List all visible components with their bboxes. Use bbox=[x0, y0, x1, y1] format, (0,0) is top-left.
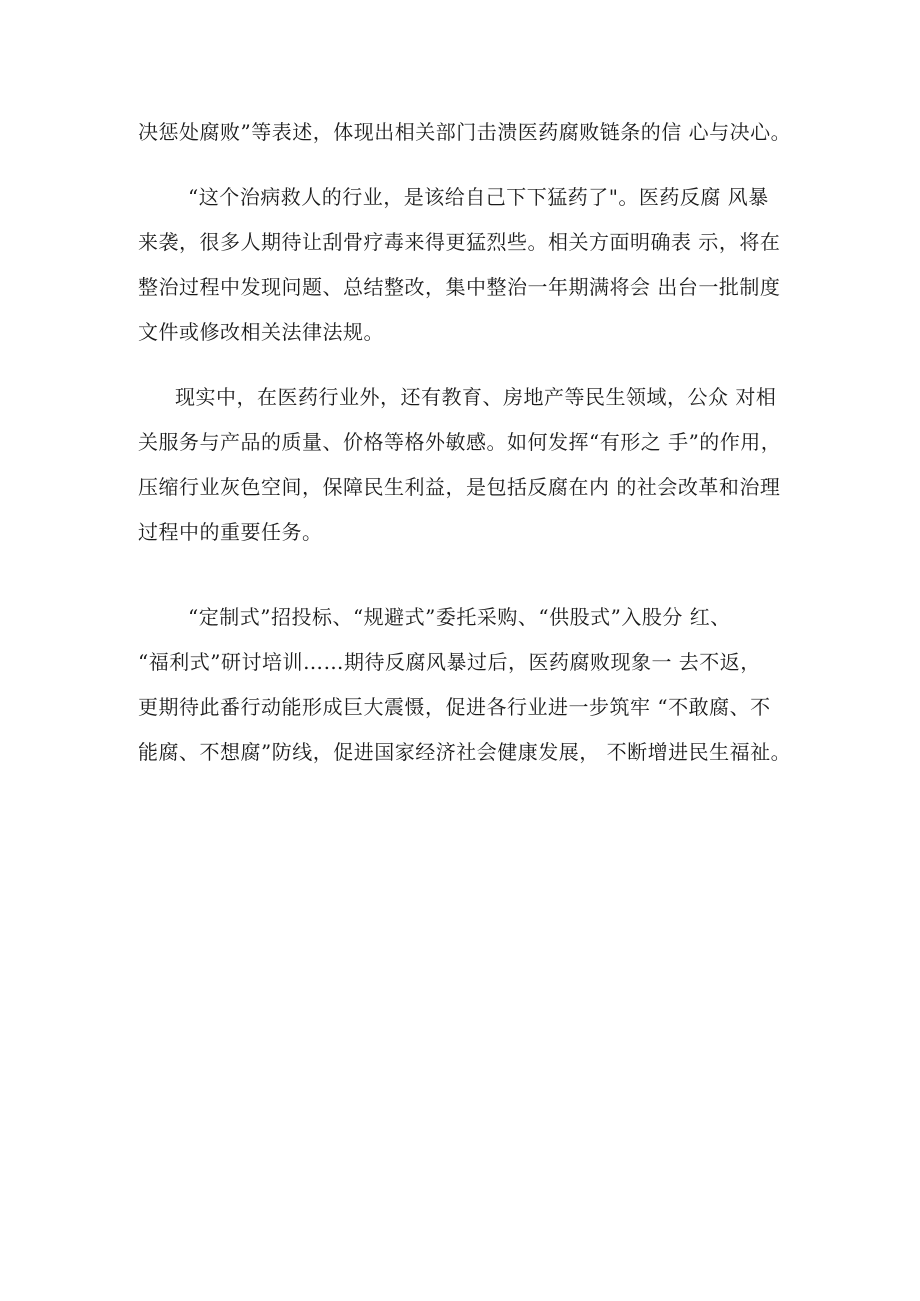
paragraph-4-line-3: 更期待此番行动能形成巨大震慑，促进各行业进一步筑牢 “不敢腐、不 bbox=[138, 695, 771, 719]
paragraph-3-line-3: 压缩行业灰色空间，保障民生利益，是包括反腐在内 的社会改革和治理 bbox=[138, 475, 781, 499]
paragraph-4-line-2: “福利式”研讨培训……期待反腐风暴过后，医药腐败现象一 去不返， bbox=[138, 650, 761, 674]
paragraph-2-line-4: 文件或修改相关法律法规。 bbox=[138, 320, 384, 344]
paragraph-3-line-4: 过程中的重要任务。 bbox=[138, 520, 323, 544]
paragraph-3-line-2: 关服务与产品的质量、价格等格外敏感。如何发挥“有形之 手”的作用， bbox=[138, 430, 782, 454]
paragraph-2-line-2: 来袭，很多人期待让刮骨疗毒来得更猛烈些。相关方面明确表 示，将在 bbox=[138, 230, 781, 254]
paragraph-1-line-1: 决惩处腐败”等表述，体现出相关部门击溃医药腐败链条的信 心与决心。 bbox=[138, 120, 792, 144]
paragraph-4-line-1: “定制式”招投标、“规避式”委托采购、“供股式”入股分 红、 bbox=[188, 605, 731, 629]
paragraph-2-line-1: “这个治病救人的行业，是该给自己下下猛药了"。医药反腐 风暴 bbox=[188, 185, 769, 209]
paragraph-3-line-1: 现实中，在医药行业外，还有教育、房地产等民生领域，公众 对相 bbox=[175, 385, 777, 409]
paragraph-4-line-4: 能腐、不想腐”防线，促进国家经济社会健康发展， 不断增进民生福祉。 bbox=[138, 740, 792, 764]
paragraph-2-line-3: 整治过程中发现问题、总结整改，集中整治一年期满将会 出台一批制度 bbox=[138, 275, 781, 299]
